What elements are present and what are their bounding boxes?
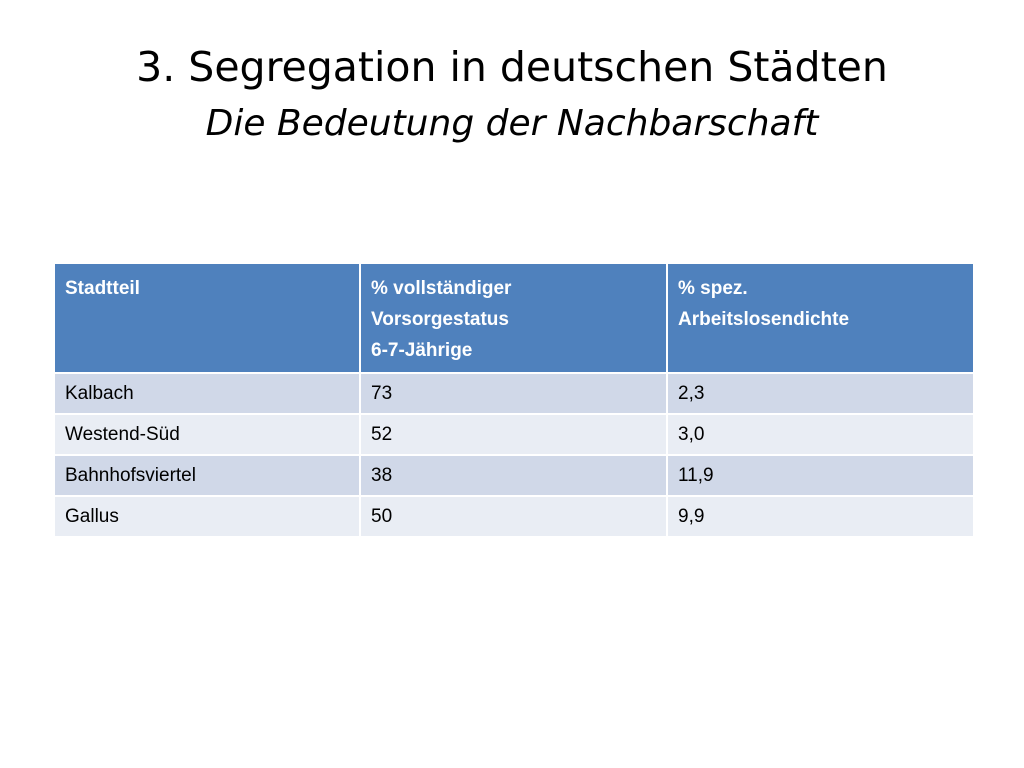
cell-stadtteil: Bahnhofsviertel [54, 455, 360, 496]
header-arbeitslosendichte: % spez. Arbeitslosendichte [667, 263, 974, 373]
table-row [54, 373, 974, 414]
cell-vorsorgestatus: 50 [360, 496, 667, 537]
cell-vorsorgestatus: 52 [360, 414, 667, 455]
cell-vorsorgestatus: 38 [360, 455, 667, 496]
cell-stadtteil: Kalbach [54, 373, 360, 414]
cell-arbeitslosendichte: 9,9 [667, 496, 974, 537]
cell-vorsorgestatus: 73 [360, 373, 667, 414]
header-stadtteil: Stadtteil [54, 263, 360, 373]
cell-stadtteil: Westend-Süd [54, 414, 360, 455]
table-row [54, 455, 974, 496]
slide-title: 3. Segregation in deutschen Städten [136, 43, 888, 91]
cell-stadtteil: Gallus [54, 496, 360, 537]
cell-arbeitslosendichte: 11,9 [667, 455, 974, 496]
table-row [54, 414, 974, 455]
cell-arbeitslosendichte: 3,0 [667, 414, 974, 455]
data-table [53, 262, 975, 538]
cell-arbeitslosendichte: 2,3 [667, 373, 974, 414]
slide-subtitle: Die Bedeutung der Nachbarschaft [205, 103, 819, 144]
header-vorsorgestatus: % vollständiger Vorsorgestatus 6-7-Jährige [360, 263, 667, 373]
table-row [54, 496, 974, 537]
slide-title-block [0, 38, 1024, 152]
table-header-row [54, 263, 974, 373]
